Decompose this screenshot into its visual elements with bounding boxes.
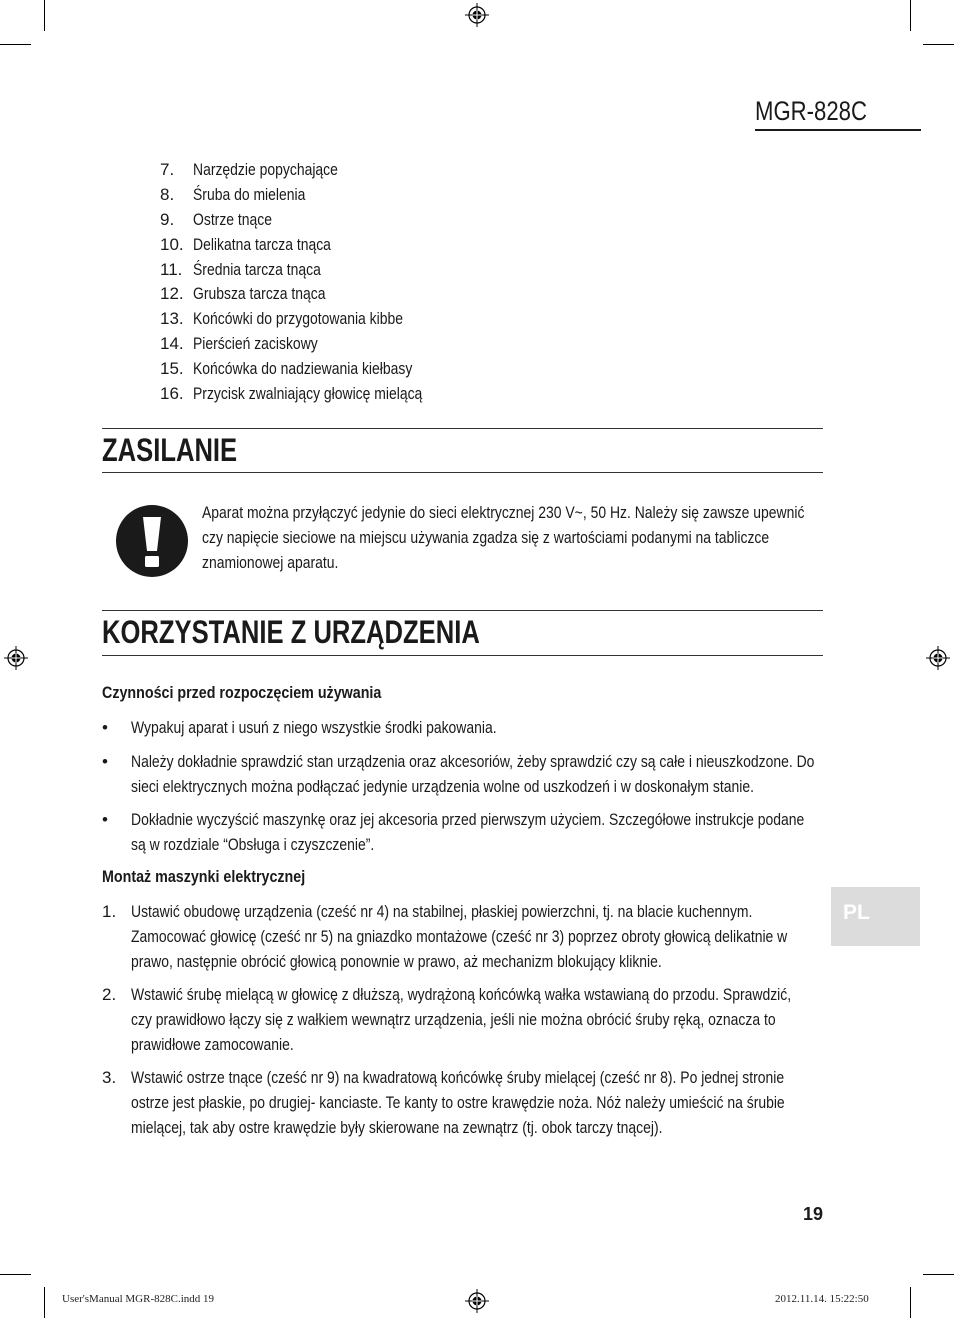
- text-line: są w rozdziale “Obsługa i czyszczenie”.: [131, 835, 375, 854]
- text-line: Ustawić obudowę urządzenia (cześć nr 4) na stabilnej, płaskiej powierzchni, tj. na blacie kuchennym.: [131, 902, 753, 921]
- subheading-before-use: Czynności przed rozpoczęciem używania: [102, 683, 382, 702]
- item-text: Przycisk zwalniający głowicę mielącą: [193, 384, 423, 404]
- model-label: MGR-828C: [755, 96, 867, 126]
- item-text: Grubsza tarcza tnąca: [193, 284, 326, 304]
- text-line: Wypakuj aparat i usuń z niego wszystkie środki pakowania.: [131, 718, 497, 737]
- item-number: 13.: [160, 309, 184, 329]
- numbered-step: [102, 982, 842, 1057]
- item-number: 14.: [160, 334, 184, 354]
- item-number: 8.: [160, 184, 175, 204]
- bullet-marker: •: [102, 718, 108, 737]
- crop-mark: [923, 44, 954, 45]
- text-line: znamionowej aparatu.: [202, 553, 339, 572]
- item-number: 12.: [160, 284, 184, 304]
- crop-mark: [923, 1274, 954, 1275]
- footer-timestamp: 2012.11.14. 15:22:50: [775, 1293, 869, 1305]
- crop-mark: [44, 0, 45, 31]
- text-line: sieci elektrycznych można podłączać jedynie urządzenia wolne od uszkodzeń i w doskonałym stanie.: [131, 777, 754, 796]
- registration-mark-icon: [4, 646, 28, 670]
- item-text: Końcówka do nadziewania kiełbasy: [193, 359, 413, 379]
- text-line: prawidłowe zamocowanie.: [131, 1035, 294, 1054]
- text-line: Należy dokładnie sprawdzić stan urządzenia oraz akcesoriów, żeby sprawdzić czy są całe i nieuszkodzone. Do: [131, 752, 815, 771]
- language-label: PL: [843, 901, 870, 924]
- registration-mark-icon: [465, 3, 489, 27]
- numbered-step: [102, 1065, 842, 1140]
- registration-mark-icon: [465, 1289, 489, 1313]
- numbered-step: [102, 899, 842, 974]
- step-number: 2.: [102, 985, 117, 1004]
- text-line: Wstawić ostrze tnące (cześć nr 9) na kwadratową końcówkę śruby mielącej (cześć nr 8). Po jednej stronie: [131, 1068, 785, 1087]
- item-number: 9.: [160, 209, 175, 229]
- item-number: 15.: [160, 359, 184, 379]
- bullet-item: [102, 749, 842, 799]
- text-line: czy prawidłowo łączy się z wałkiem wewnątrz urządzenia, jeśli nie można obrócić śruby ręką, oznacza to: [131, 1010, 776, 1029]
- item-number: 11.: [160, 259, 183, 279]
- item-text: Delikatna tarcza tnąca: [193, 234, 331, 254]
- item-text: Końcówki do przygotowania kibbe: [193, 309, 404, 329]
- item-text: Ostrze tnące: [193, 209, 273, 229]
- bullet-item: [102, 715, 842, 740]
- text-line: Aparat można przyłączyć jedynie do sieci elektrycznej 230 V~, 50 Hz. Należy się zawsze upewnić: [202, 503, 805, 522]
- crop-mark: [910, 0, 911, 31]
- text-line: Wstawić śrubę mielącą w głowicę z dłuższą, wydrążoną końcówką wałka wstawianą do przodu. Sprawdzić,: [131, 985, 792, 1004]
- crop-mark: [910, 1287, 911, 1318]
- registration-mark-icon: [926, 646, 950, 670]
- crop-mark: [44, 1287, 45, 1318]
- section-title: KORZYSTANIE Z URZĄDZENIA: [102, 614, 480, 650]
- text-line: ostrze jest płaskie, po drugiej- kanciaste. Te kanty to ostre krawędzie noża. Nóż należy umieścić na śrubie: [131, 1093, 785, 1112]
- crop-mark: [0, 1274, 31, 1275]
- item-text: Średnia tarcza tnąca: [193, 259, 321, 279]
- section-heading-zasilanie: [102, 428, 823, 473]
- step-number: 3.: [102, 1068, 117, 1087]
- subheading-assembly: Montaż maszynki elektrycznej: [102, 867, 306, 886]
- text-line: czy napięcie sieciowe na miejscu używania zgadza się z wartościami podanymi na tabliczce: [202, 528, 770, 547]
- section-title: ZASILANIE: [102, 432, 238, 468]
- footer-file-info: User'sManual MGR-828C.indd 19: [62, 1293, 215, 1305]
- bullet-item: [102, 807, 842, 857]
- model-header: [755, 96, 921, 131]
- text-line: prawo, następnie obrócić głowicą ponownie w prawo, aż mechanizm blokujący kliknie.: [131, 952, 662, 971]
- bullet-marker: •: [102, 810, 108, 829]
- crop-mark: [0, 44, 31, 45]
- page-number: 19: [803, 1204, 824, 1224]
- item-number: 16.: [160, 384, 184, 404]
- item-number: 10.: [160, 234, 184, 254]
- text-line: Zamocować głowicę (cześć nr 5) na gniazdko montażowe (cześć nr 3) poprzez obroty głowicą delikatnie w: [131, 927, 788, 946]
- item-text: Narzędzie popychające: [193, 160, 338, 179]
- section-heading-korzystanie: [102, 610, 823, 656]
- text-line: Dokładnie wyczyścić maszynkę oraz jej akcesoria przed pierwszym użyciem. Szczegółowe instrukcje podane: [131, 810, 805, 829]
- bullet-marker: •: [102, 752, 108, 771]
- item-text: Śruba do mielenia: [193, 184, 306, 204]
- exclamation-circle-icon: [116, 505, 188, 577]
- step-number: 1.: [102, 902, 117, 921]
- language-tab: [831, 887, 920, 946]
- item-text: Pierścień zaciskowy: [193, 334, 318, 354]
- power-warning-text: [202, 500, 842, 575]
- item-number: 7.: [160, 160, 175, 179]
- text-line: mielącej, tak aby ostre krawędzie były skierowane na zewnątrz (tj. obok tarczy tnącej).: [131, 1118, 663, 1137]
